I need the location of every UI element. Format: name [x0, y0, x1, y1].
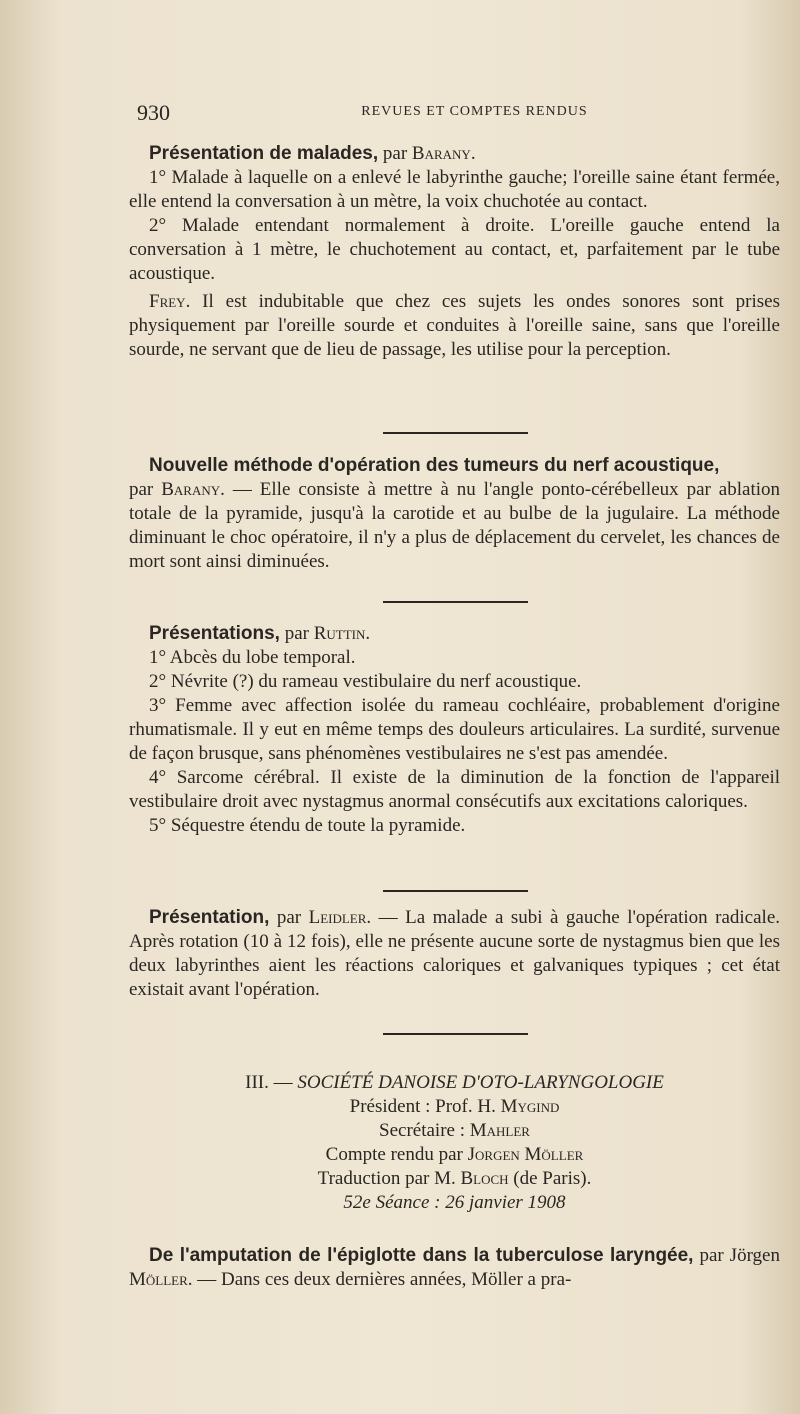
section-presentations-ruttin: Présentations, par Ruttin. 1° Abcès du lobe temporal. 2° Névrite (?) du rameau vestibulaire du nerf acoustique. 3° Femme avec affection isolée du rameau cochléaire, probablement d'origine rhumatismale. Il y eut en même temps des douleurs articulaires. La surdité, survenue de façon brusque, sans phénomènes vestibulaires ne s'est pas amendée. 4° Sarcome cérébral. Il existe de la diminution de la fonction de l'appareil vestibulaire droit avec nystagmus anormal consécutifs aux excitations caloriques. 5° Séquestre étendu de toute la pyramide.	[129, 623, 780, 836]
section-presentation-malades: Présentation de malades, par Barany. 1° Malade à laquelle on a enlevé le labyrinthe gauche; l'oreille saine étant fermée, elle entend la conversation à un mètre, la voix chuchotée au contact. 2° Malade entendant normalement à droite. L'oreille gauche entend la conversation à 1 mètre, le chuchotement au contact, et, parfaitement par le tube acoustique. Frey. Il est indubitable que chez ces sujets les ondes sonores sont prises physiquement par l'oreille sourde et conduites à l'oreille saine, sans que l'oreille sourde, ne servant que de lieu de passage, les utilise pour la perception.	[129, 143, 780, 360]
paragraph: 1° Malade à laquelle on a enlevé le labyrinthe gauche; l'oreille saine étant fermée, elle entend la conversation à un mètre, la voix chuchotée au contact.	[129, 167, 780, 212]
secretary-name: Mahler	[469, 1120, 530, 1141]
list-item: 1° Abcès du lobe temporal.	[149, 647, 356, 668]
section-number: III. —	[245, 1072, 298, 1093]
section-title: Présentation de malades,	[149, 143, 379, 164]
section-nouvelle-methode: Nouvelle méthode d'opération des tumeurs du nerf acoustique, par Barany. — Elle consiste à mettre à nu l'angle ponto-cérébelleux par ablation totale de la pyramide, jusqu'à la carotide et au bulbe de la jugulaire. La méthode diminuant le choc opératoire, il n'y a plus de déplacement du cervelet, les chances de mort sont ainsi diminuées.	[129, 455, 781, 572]
section-title: Présentation,	[149, 907, 270, 928]
president-name: Mygind	[500, 1096, 560, 1117]
list-item: 4° Sarcome cérébral. Il existe de la diminution de la fonction de l'appareil vestibulaire droit avec nystagmus anormal consécutifs aux excitations caloriques.	[129, 767, 780, 812]
list-item: 5° Séquestre étendu de toute la pyramide.	[149, 815, 466, 836]
author-name: Möller.	[129, 1269, 193, 1290]
author-name: Leidler.	[308, 907, 372, 928]
paragraph: 2° Malade entendant normalement à droite. L'oreille gauche entend la conversation à 1 mètre, le chuchotement au contact, et, parfaitement par le tube acoustique.	[129, 215, 780, 284]
author-name: Barany.	[411, 143, 476, 164]
paragraph: — Dans ces deux dernières années, Möller a pra-	[192, 1269, 572, 1290]
running-title: REVUES ET COMPTES RENDUS	[361, 104, 588, 119]
list-item: 2° Névrite (?) du rameau vestibulaire du nerf acoustique.	[149, 671, 582, 692]
section-divider	[383, 890, 528, 892]
section-amputation-epiglotte: De l'amputation de l'épiglotte dans la tuberculose laryngée, par Jörgen Möller. — Dans ces deux dernières années, Möller a pra-	[129, 1245, 780, 1290]
section-title: De l'amputation de l'épiglotte dans la tuberculose laryngée,	[149, 1245, 694, 1266]
section-title: Nouvelle méthode d'opération des tumeurs du nerf acoustique,	[149, 455, 720, 476]
section-divider	[383, 1033, 528, 1035]
section-title: Présentations,	[149, 623, 280, 644]
page-number: 930	[137, 100, 170, 125]
section-divider	[383, 432, 528, 434]
paragraph: — La malade a subi à gauche l'opération radicale. Après rotation (10 à 12 fois), elle ne présente aucune sorte de nystagmus bien que les deux labyrinthes aient les réactions caloriques et galvaniques typiques ; cet état existait avant l'opération.	[129, 907, 780, 1000]
society-header: III. — SOCIÉTÉ DANOISE D'OTO-LARYNGOLOGIE Président : Prof. H. Mygind Secrétaire : Mahler Compte rendu par Jorgen Möller Traduction par M. Bloch (de Paris). 52e Séance : 26 janvier 1908	[129, 1071, 780, 1215]
page-header	[129, 100, 780, 130]
paragraph: — Elle consiste à mettre à nu l'angle ponto-cérébelleux par ablation totale de la pyramide, jusqu'à la carotide et au bulbe de la jugulaire. La méthode diminuant le choc opératoire, il n'y a plus de déplacement du cervelet, les chances de mort sont ainsi diminuées.	[129, 479, 781, 572]
translator-name: Bloch	[460, 1168, 509, 1189]
session-date: 52e Séance : 26 janvier 1908	[343, 1192, 566, 1213]
author-name: Frey.	[149, 291, 191, 312]
paragraph: Il est indubitable que chez ces sujets les ondes sonores sont prises physiquement par l'oreille sourde et conduites à l'oreille saine, sans que l'oreille sourde, ne servant que de lieu de passage, les utilise pour la perception.	[129, 291, 780, 360]
society-title: SOCIÉTÉ DANOISE D'OTO-LARYNGOLOGIE	[297, 1072, 664, 1093]
section-presentation-leidler: Présentation, par Leidler. — La malade a subi à gauche l'opération radicale. Après rotation (10 à 12 fois), elle ne présente aucune sorte de nystagmus bien que les deux labyrinthes aient les réactions caloriques et galvaniques typiques ; cet état existait avant l'opération.	[129, 907, 780, 1000]
author-name: Ruttin.	[313, 623, 371, 644]
section-divider	[383, 601, 528, 603]
list-item: 3° Femme avec affection isolée du rameau cochléaire, probablement d'origine rhumatismale. Il y eut en même temps des douleurs articulaires. La surdité, survenue de façon brusque, sans phénomènes vestibulaires ne s'est pas amendée.	[129, 695, 780, 764]
reporter-name: Jorgen Möller	[467, 1144, 584, 1165]
author-name: Barany.	[161, 479, 225, 500]
